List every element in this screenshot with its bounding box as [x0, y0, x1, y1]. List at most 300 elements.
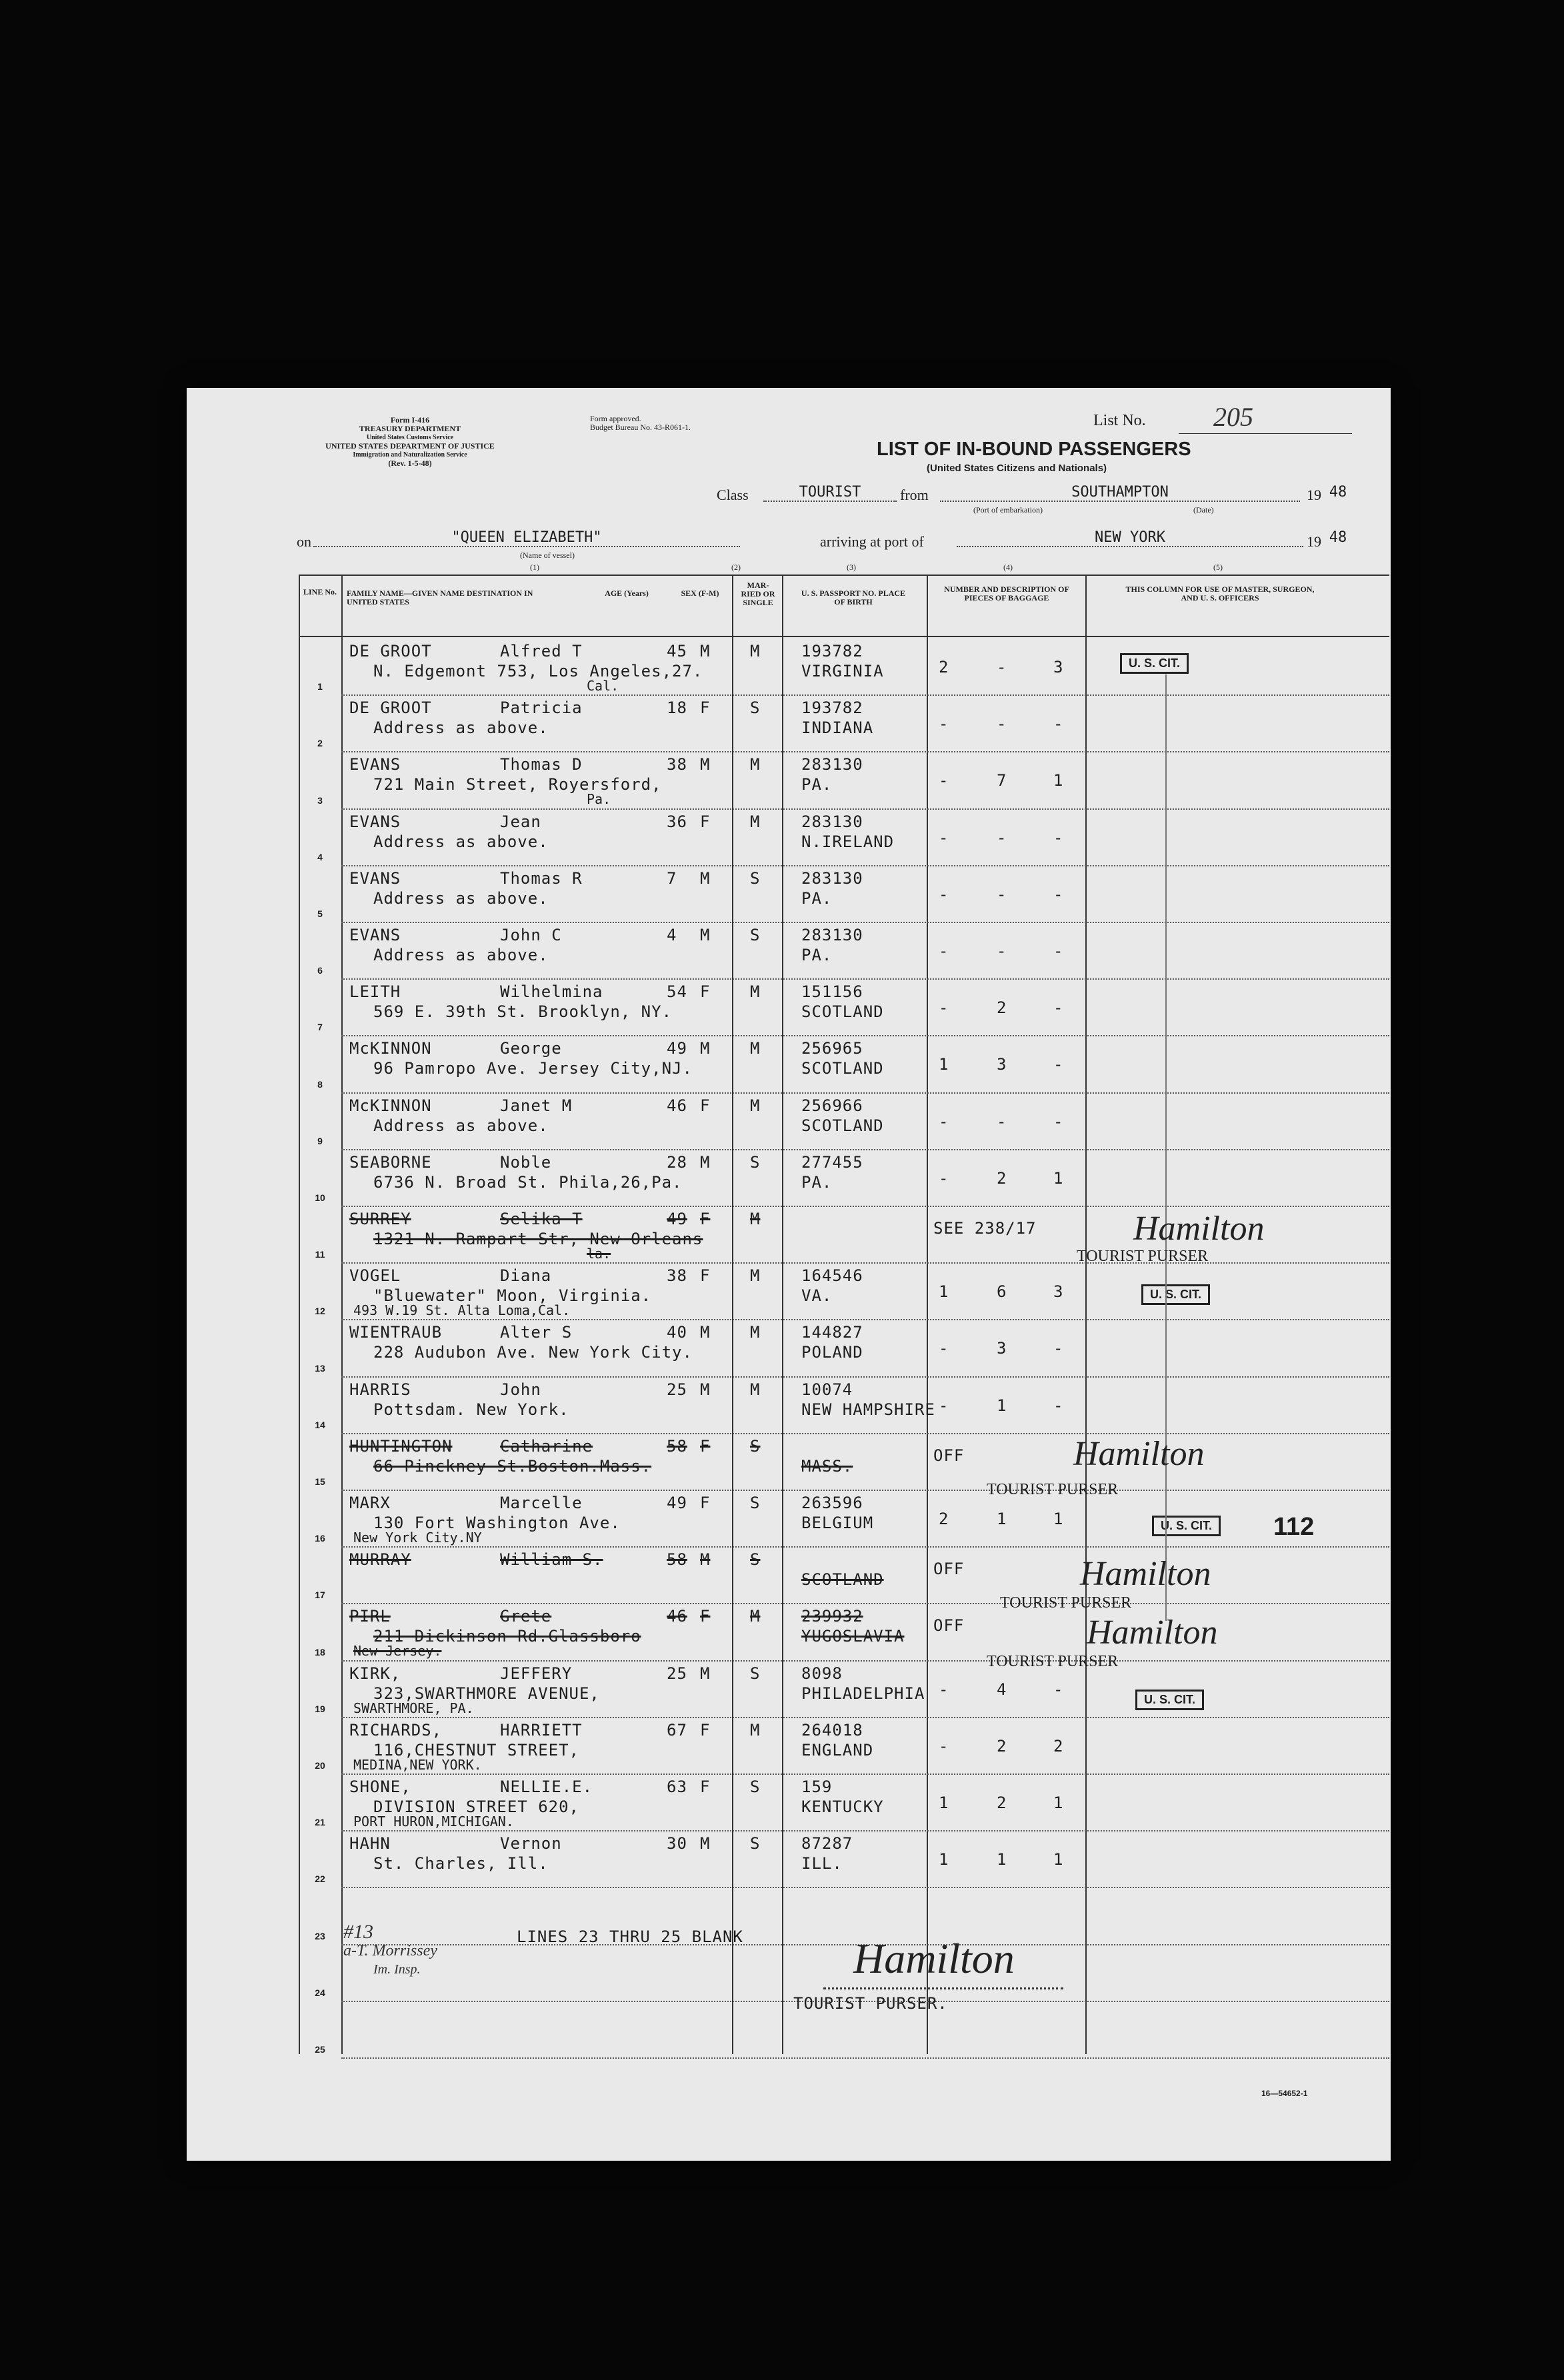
row-destination: 130 Fort Washington Ave.	[373, 1514, 621, 1532]
row-destination: Address as above.	[373, 832, 549, 851]
row-birthplace: PA.	[801, 946, 833, 964]
row-marital-status: M	[750, 1039, 761, 1058]
row-baggage-count: 2	[997, 998, 1007, 1018]
row-passport-no: 256966	[801, 1096, 863, 1115]
row-rule	[341, 1887, 1389, 1888]
row-sex: M	[700, 868, 711, 888]
row-age: 49	[667, 1039, 687, 1058]
row-sex: F	[700, 1210, 711, 1228]
row-sex: M	[700, 1664, 711, 1683]
line-number: 7	[317, 1022, 323, 1033]
row-passport-no: 263596	[801, 1494, 863, 1512]
row-passport-no: 239932	[801, 1607, 863, 1626]
row-note: OFF	[933, 1560, 965, 1579]
row-destination: 96 Pamropo Ave. Jersey City,NJ.	[373, 1059, 693, 1078]
row-rule	[341, 751, 1389, 752]
row-sex: M	[700, 1152, 711, 1172]
budget-text: Budget Bureau No. 43-R061-1.	[590, 423, 691, 432]
row-passport-no: 264018	[801, 1720, 863, 1740]
col-rule-line	[341, 575, 343, 2054]
row-sex: F	[700, 1778, 711, 1796]
row-marital-status: M	[750, 1720, 761, 1740]
year-field-2: 48	[1329, 529, 1347, 546]
col-num-5: (5)	[1213, 563, 1223, 572]
row-given-name: JEFFERY	[500, 1664, 573, 1683]
line-number: 4	[317, 851, 323, 862]
row-baggage-count: -	[939, 828, 949, 847]
row-passport-no: 164546	[801, 1266, 863, 1286]
final-signature: Hamilton	[853, 1935, 1015, 1982]
row-baggage-count: 2	[939, 1510, 949, 1528]
line-number: 17	[315, 1590, 325, 1601]
row-sex: F	[700, 1494, 711, 1512]
row-passport-no: 256965	[801, 1039, 863, 1058]
line-number: 10	[315, 1192, 325, 1203]
col-rule-baggage	[1085, 575, 1087, 2054]
page-title: LIST OF IN-BOUND PASSENGERS	[877, 439, 1191, 460]
row-birthplace: POLAND	[801, 1343, 863, 1362]
embark-caption: (Port of embarkation)	[973, 505, 1043, 515]
row-rule	[341, 978, 1389, 980]
footer-code: 16—54652-1	[1261, 2089, 1308, 2098]
row-baggage-count: -	[1053, 998, 1064, 1018]
row-baggage-count: 1	[1053, 1168, 1064, 1188]
service-name: United States Customs Service	[366, 434, 454, 441]
row-rule	[341, 1603, 1389, 1604]
year-prefix-2: 19	[1307, 533, 1321, 550]
approval-text: Form approved.	[590, 414, 641, 423]
line-number: 12	[315, 1306, 325, 1317]
row-passport-no: 283130	[801, 812, 863, 831]
row-marital-status: S	[750, 1664, 761, 1683]
row-baggage-count: 7	[997, 771, 1007, 790]
line-number: 2	[317, 738, 323, 749]
row-given-name: Alter S	[500, 1323, 573, 1342]
row-family-name: McKINNON	[349, 1039, 432, 1058]
col-rule-married	[782, 575, 783, 2054]
row-destination: 211 Dickinson Rd.Glassboro	[373, 1627, 641, 1646]
vessel-field: "QUEEN ELIZABETH"	[313, 529, 740, 547]
row-passport-no: 159	[801, 1778, 833, 1796]
check-line	[1165, 674, 1167, 1621]
row-baggage-count: -	[1053, 1680, 1064, 1699]
row-baggage-count: 2	[939, 658, 949, 676]
arrival-port-field: NEW YORK	[957, 529, 1303, 547]
blank-lines-note: LINES 23 THRU 25 BLANK	[517, 1927, 743, 1946]
row-rule	[341, 1262, 1389, 1264]
row-destination: N. Edgemont 753, Los Angeles,27.	[373, 662, 703, 680]
arriving-label: arriving at port of	[820, 533, 924, 550]
line-number: 24	[315, 1987, 325, 1998]
row-given-name: Janet M	[500, 1096, 573, 1115]
row-family-name: HAHN	[349, 1834, 391, 1853]
row-baggage-count: -	[939, 1736, 949, 1756]
row-destination: Address as above.	[373, 946, 549, 964]
line-number: 1	[317, 681, 323, 692]
row-rule	[341, 808, 1389, 810]
row-sex: M	[700, 926, 711, 944]
row-rule	[341, 1206, 1389, 1207]
row-baggage-count: -	[997, 658, 1007, 676]
row-birthplace: SCOTLAND	[801, 1570, 884, 1590]
row-birthplace: PA.	[801, 775, 833, 794]
line-number: 14	[315, 1419, 325, 1430]
row-birthplace: KENTUCKY	[801, 1797, 884, 1816]
row-given-name: Noble	[500, 1152, 552, 1172]
row-baggage-count: 1	[939, 1282, 949, 1302]
row-birthplace: ILL.	[801, 1854, 843, 1873]
line-number: 11	[315, 1249, 325, 1260]
row-destination: 116,CHESTNUT STREET,	[373, 1740, 579, 1760]
row-given-name: William S.	[500, 1550, 603, 1570]
row-marital-status: S	[750, 1436, 761, 1456]
row-baggage-count: 3	[997, 1339, 1007, 1358]
row-given-name: Diana	[500, 1266, 552, 1286]
row-birthplace: SCOTLAND	[801, 1059, 884, 1078]
purser-label: TOURIST PURSER	[1077, 1248, 1209, 1265]
row-birthplace: SCOTLAND	[801, 1116, 884, 1135]
row-age: 38	[667, 1266, 687, 1286]
row-rule	[341, 1433, 1389, 1434]
row-passport-no: 283130	[801, 868, 863, 888]
row-baggage-count: 1	[997, 1510, 1007, 1528]
row-given-name: Jean	[500, 812, 541, 831]
row-destination-2: PORT HURON,MICHIGAN.	[353, 1813, 514, 1829]
col-header-baggage: NUMBER AND DESCRIPTION OF PIECES OF BAGGAGE	[944, 585, 1069, 602]
row-destination: 66 Pinckney St.Boston.Mass.	[373, 1456, 652, 1476]
row-age: 46	[667, 1607, 687, 1626]
row-baggage-count: -	[939, 1168, 949, 1188]
row-marital-status: S	[750, 1550, 761, 1570]
row-age: 45	[667, 642, 687, 660]
row-marital-status: M	[750, 1380, 761, 1399]
row-age: 46	[667, 1096, 687, 1115]
embark-port-field: SOUTHAMPTON	[940, 484, 1300, 502]
row-passport-no: 144827	[801, 1323, 863, 1342]
row-baggage-count: -	[1053, 714, 1064, 734]
row-birthplace: PHILADELPHIA	[801, 1684, 925, 1703]
row-age: 49	[667, 1210, 687, 1228]
row-baggage-count: -	[939, 1339, 949, 1358]
row-sex: F	[700, 1607, 711, 1626]
line-number: 20	[315, 1760, 325, 1771]
row-given-name: Wilhelmina	[500, 982, 603, 1002]
row-rule	[341, 1490, 1389, 1491]
row-passport-no: 10074	[801, 1380, 853, 1399]
row-age: 18	[667, 698, 687, 718]
row-given-name: George	[500, 1039, 562, 1058]
row-family-name: LEITH	[349, 982, 401, 1002]
purser-label: TOURIST PURSER	[987, 1481, 1119, 1498]
row-passport-no: 283130	[801, 755, 863, 774]
row-note: OFF	[933, 1446, 965, 1465]
row-destination: Pottsdam. New York.	[373, 1400, 569, 1419]
list-no-underline	[1179, 433, 1352, 434]
row-baggage-count: -	[997, 1112, 1007, 1131]
col-num-2: (2)	[731, 563, 741, 572]
row-passport-no: 193782	[801, 642, 863, 660]
row-age: 58	[667, 1550, 687, 1570]
row-baggage-count: -	[939, 1680, 949, 1699]
row-sex: F	[700, 1266, 711, 1286]
row-marital-status: M	[750, 982, 761, 1002]
col-num-4: (4)	[1003, 563, 1013, 572]
row-marital-status: M	[750, 812, 761, 831]
purser-signature: Hamilton	[1080, 1555, 1211, 1593]
row-baggage-count: 1	[1053, 1850, 1064, 1869]
row-destination: 228 Audubon Ave. New York City.	[373, 1343, 693, 1362]
row-rule	[341, 1774, 1389, 1775]
row-passport-no: 151156	[801, 982, 863, 1002]
col-header-passport: U. S. PASSPORT NO. PLACE OF BIRTH	[801, 589, 906, 606]
row-rule	[341, 1376, 1389, 1378]
row-marital-status: M	[750, 755, 761, 774]
row-destination: "Bluewater" Moon, Virginia.	[373, 1286, 652, 1306]
row-destination: Address as above.	[373, 718, 549, 738]
row-passport-no: 8098	[801, 1664, 843, 1683]
col-header-sex: SEX (F-M)	[681, 589, 719, 598]
line-number: 8	[317, 1078, 323, 1090]
row-family-name: EVANS	[349, 926, 401, 944]
row-age: 40	[667, 1323, 687, 1342]
final-purser-label: TOURIST PURSER.	[793, 1994, 948, 2013]
line-number: 6	[317, 965, 323, 976]
approval-note	[590, 415, 691, 432]
row-birthplace: MASS.	[801, 1456, 853, 1476]
row-given-name: Marcelle	[500, 1494, 583, 1512]
us-cit-stamp: U. S. CIT.	[1141, 1284, 1210, 1305]
purser-label: TOURIST PURSER	[987, 1653, 1119, 1670]
row-marital-status: S	[750, 1494, 761, 1512]
row-marital-status: S	[750, 868, 761, 888]
row-given-name: Patricia	[500, 698, 583, 718]
row-baggage-count: 1	[939, 1850, 949, 1869]
row-age: 58	[667, 1436, 687, 1456]
row-baggage-count: 1	[939, 1055, 949, 1074]
row-baggage-count: 1	[1053, 1510, 1064, 1528]
row-marital-status: S	[750, 698, 761, 718]
row-destination: 1321 N. Rampart Str, New Orleans	[373, 1230, 703, 1248]
justice-name: UNITED STATES DEPARTMENT OF JUSTICE	[325, 441, 495, 451]
us-cit-stamp: U. S. CIT.	[1120, 653, 1189, 674]
row-age: 4	[667, 926, 677, 944]
row-baggage-count: 3	[997, 1055, 1007, 1074]
row-destination: Address as above.	[373, 1116, 549, 1135]
row-baggage-count: -	[997, 942, 1007, 960]
col-rule-passport	[927, 575, 928, 2054]
count-112: 112	[1273, 1513, 1315, 1541]
row-family-name: EVANS	[349, 812, 401, 831]
row-rule	[341, 1660, 1389, 1662]
row-sex: F	[700, 1096, 711, 1115]
row-family-name: HARRIS	[349, 1380, 411, 1399]
row-given-name: NELLIE.E.	[500, 1778, 593, 1796]
col-header-age: AGE (Years)	[605, 589, 649, 598]
row-birthplace: VA.	[801, 1286, 833, 1306]
row-baggage-count: 4	[997, 1680, 1007, 1699]
row-age: 25	[667, 1664, 687, 1683]
purser-label: TOURIST PURSER	[1000, 1594, 1132, 1612]
row-baggage-count: -	[939, 998, 949, 1018]
row-family-name: MARX	[349, 1494, 391, 1512]
list-no-value: 205	[1213, 402, 1253, 432]
row-family-name: WIENTRAUB	[349, 1323, 443, 1342]
row-rule	[341, 1149, 1389, 1150]
row-birthplace: INDIANA	[801, 718, 874, 738]
line-number: 13	[315, 1362, 325, 1374]
row-sex: F	[700, 812, 711, 831]
purser-signature: Hamilton	[1073, 1435, 1205, 1473]
row-baggage-count: -	[1053, 1112, 1064, 1131]
row-marital-status: M	[750, 1210, 761, 1228]
row-destination-2: SWARTHMORE, PA.	[353, 1700, 474, 1716]
row-baggage-count: -	[1053, 1055, 1064, 1074]
row-marital-status: M	[750, 1323, 761, 1342]
col-header-officers: THIS COLUMN FOR USE OF MASTER, SURGEON, AND U. S. OFFICERS	[1125, 585, 1315, 602]
row-rule	[341, 1546, 1389, 1548]
row-passport-no: 277455	[801, 1152, 863, 1172]
line-number: 23	[315, 1930, 325, 1941]
row-family-name: McKINNON	[349, 1096, 432, 1115]
row-passport-no: 193782	[801, 698, 863, 718]
row-given-name: Selika T	[500, 1210, 583, 1228]
row-destination-2: MEDINA,NEW YORK.	[353, 1756, 482, 1773]
col-num-3: (3)	[847, 563, 856, 572]
col-rule-name	[732, 575, 733, 2054]
line-number: 18	[315, 1646, 325, 1658]
row-rule	[341, 1319, 1389, 1320]
row-note: SEE 238/17	[933, 1219, 1037, 1238]
row-baggage-count: 3	[1053, 658, 1064, 676]
line-number: 5	[317, 908, 323, 919]
purser-signature: Hamilton	[1133, 1210, 1265, 1248]
us-cit-stamp: U. S. CIT.	[1135, 1690, 1204, 1710]
row-baggage-count: -	[939, 714, 949, 734]
row-family-name: DE GROOT	[349, 698, 432, 718]
row-marital-status: M	[750, 642, 761, 660]
row-baggage-count: -	[1053, 1396, 1064, 1415]
row-age: 49	[667, 1494, 687, 1512]
col-header-line: LINE No.	[303, 587, 337, 596]
row-given-name: HARRIETT	[500, 1720, 583, 1740]
row-destination-2: New Jersey.	[353, 1643, 442, 1660]
class-field: TOURIST	[763, 484, 897, 502]
row-baggage-count: 3	[1053, 1282, 1064, 1302]
row-rule	[341, 865, 1389, 866]
ins-name: Immigration and Naturalization Service	[353, 451, 467, 459]
line-number: 16	[315, 1533, 325, 1544]
form-id: Form I-416	[390, 415, 430, 425]
row-baggage-count: -	[997, 828, 1007, 847]
row-family-name: SURREY	[349, 1210, 411, 1228]
passenger-manifest-page	[187, 388, 1391, 2161]
row-family-name: SHONE,	[349, 1778, 411, 1796]
row-destination: 323,SWARTHMORE AVENUE,	[373, 1684, 600, 1703]
row-destination-2: Pa.	[587, 791, 611, 808]
row-destination: 721 Main Street, Royersford,	[373, 775, 662, 794]
row-rule	[341, 1830, 1389, 1831]
row-sex: M	[700, 642, 711, 660]
row-baggage-count: -	[939, 942, 949, 960]
row-family-name: DE GROOT	[349, 642, 432, 660]
row-birthplace: BELGIUM	[801, 1514, 874, 1532]
row-baggage-count: 1	[997, 1396, 1007, 1415]
row-age: 67	[667, 1720, 687, 1740]
table-header-rule	[299, 636, 1389, 637]
row-rule	[341, 694, 1389, 696]
line-number: 3	[317, 794, 323, 806]
row-rule	[341, 922, 1389, 923]
row-given-name: Vernon	[500, 1834, 562, 1853]
row-given-name: John	[500, 1380, 541, 1399]
row-rule	[341, 1717, 1389, 1718]
col-header-name: FAMILY NAME—GIVEN NAME DESTINATION IN UNITED STATES	[347, 589, 533, 606]
row-given-name: Grete	[500, 1607, 552, 1626]
date-caption: (Date)	[1193, 505, 1214, 515]
line-number: 25	[315, 2044, 325, 2055]
row-destination-2: New York City.NY	[353, 1530, 482, 1546]
rev-date: (Rev. 1-5-48)	[388, 459, 432, 468]
line-number: 15	[315, 1476, 325, 1487]
row-family-name: HUNTINGTON	[349, 1436, 453, 1456]
row-sex: F	[700, 1720, 711, 1740]
row-age: 7	[667, 868, 677, 888]
row-marital-status: M	[750, 1266, 761, 1286]
row-marital-status: M	[750, 1607, 761, 1626]
from-label: from	[900, 487, 929, 503]
row-baggage-count: -	[997, 884, 1007, 904]
margin-note-number: #13	[343, 1921, 373, 1943]
row-note: OFF	[933, 1616, 965, 1636]
row-passport-no: 87287	[801, 1834, 853, 1853]
row-family-name: MURRAY	[349, 1550, 411, 1570]
row-sex: F	[700, 698, 711, 718]
row-family-name: SEABORNE	[349, 1152, 432, 1172]
col-header-married: MAR-RIED OR SINGLE	[741, 581, 775, 607]
purser-signature: Hamilton	[1087, 1614, 1218, 1652]
row-destination-2: la.	[587, 1246, 611, 1262]
row-given-name: Thomas R	[500, 868, 583, 888]
line-number: 22	[315, 1873, 325, 1885]
row-baggage-count: -	[939, 884, 949, 904]
year-field: 48	[1329, 484, 1347, 501]
row-destination-2: 493 W.19 St. Alta Loma,Cal.	[353, 1302, 571, 1319]
row-baggage-count: -	[939, 1396, 949, 1415]
row-age: 36	[667, 812, 687, 831]
row-given-name: Alfred T	[500, 642, 583, 660]
year-prefix: 19	[1307, 487, 1321, 503]
row-sex: M	[700, 1323, 711, 1342]
row-baggage-count: 1	[939, 1793, 949, 1812]
row-birthplace: PA.	[801, 1172, 833, 1192]
row-sex: M	[700, 1039, 711, 1058]
margin-note-inspector: a-T. Morrissey	[343, 1942, 437, 1959]
table-top-rule	[299, 575, 1389, 576]
row-sex: M	[700, 1380, 711, 1399]
row-sex: F	[700, 982, 711, 1002]
row-destination: Address as above.	[373, 888, 549, 908]
row-family-name: KIRK,	[349, 1664, 401, 1683]
row-destination: St. Charles, Ill.	[373, 1854, 549, 1873]
row-marital-status: S	[750, 926, 761, 944]
row-birthplace: VIRGINIA	[801, 662, 884, 680]
row-family-name: PIRL	[349, 1607, 391, 1626]
row-passport-no: 283130	[801, 926, 863, 944]
page-subtitle: (United States Citizens and Nationals)	[927, 463, 1107, 474]
row-baggage-count: -	[939, 771, 949, 790]
row-birthplace: PA.	[801, 888, 833, 908]
row-baggage-count: -	[1053, 884, 1064, 904]
